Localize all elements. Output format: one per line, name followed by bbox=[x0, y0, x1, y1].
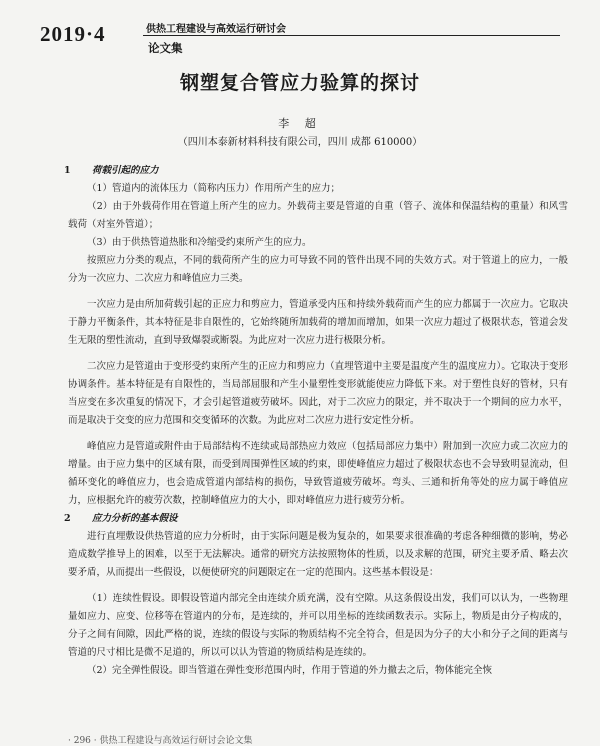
paper-title: 钢塑复合管应力验算的探讨 bbox=[179, 72, 420, 94]
paragraph: （2）完全弹性假设。即当管道在弹性变形范围内时，作用于管道的外力撤去之后，物体能完全恢 bbox=[87, 665, 493, 676]
paper-body bbox=[64, 162, 568, 680]
conference-name: 供热工程建设与高效运行研讨会 bbox=[146, 24, 286, 35]
page-footer: · 296 · 供热工程建设与高效运行研讨会论文集 bbox=[68, 736, 253, 746]
paragraph: 一次应力是由所加荷载引起的正应力和剪应力，管道承受内压和持续外载荷而产生的应力都属于一次应力。它取决于静力平衡条件，其本特征是非自限性的，它始终随所加载荷的增加而增加，如果一次应力超过了极限状态，管道会发生无限的塑性流动，直到导致爆裂或断裂。为此应对一次应力进行极限分析。 bbox=[68, 299, 568, 346]
paragraph: （2）由于外载荷作用在管道上所产生的应力。外载荷主要是管道的自重（管子、流体和保温结构的重量）和风雪载荷（对室外管道）； bbox=[68, 201, 568, 230]
affiliation: （四川本泰新材料科技有限公司，四川 成都 610000） bbox=[177, 137, 423, 148]
paragraph: 进行直埋敷设供热管道的应力分析时，由于实际问题是极为复杂的，如果要求很准确的考虑各种细微的影响，势必造成数学推导上的困难，以至于无法解决。通常的研究方法按照物体的性质，以及求解的范围，研究主要矛盾、略去次要矛盾，从而提出一些假设，以便使研究的问题限定在一定的范围内。这些基本假设是： bbox=[68, 531, 568, 578]
header-rule bbox=[143, 35, 560, 36]
paragraph: （1）管道内的流体压力（简称内压力）作用所产生的应力； bbox=[87, 183, 341, 194]
collection-label: 论文集 bbox=[148, 41, 183, 55]
paragraph: （3）由于供热管道热胀和冷缩受约束所产生的应力。 bbox=[87, 237, 312, 248]
paragraph: 峰值应力是管道或附件由于局部结构不连续或局部热应力效应（包括局部应力集中）附加到一次应力或二次应力的增量。由于应力集中的区域有限，而受到周围弹性区域的约束，即使峰值应力超过了极限状态也不会导致明显流动，但循环变化的峰值应力，也会造成管道内部结构的损伤，导致管道疲劳破坏。弯头、三通和折角等处的应力属于峰值应力，应根据允许的疲劳次数，控制峰值应力的大小，即对峰值应力进行疲劳分析。 bbox=[68, 441, 568, 506]
section-number: 2 bbox=[64, 513, 71, 524]
paragraph: （1）连续性假设。即假设管道内部完全由连续介质充满，没有空隙。从这条假设出发，我们可以认为，一些物理量如应力、应变、位移等在管道内的分布，是连续的，并可以用坐标的连续函数表示。实际上，物质是由分子构成的，分子之间有间隙，因此严格的说，连续的假设与实际的物质结构不完全符合，但是因为分子的大小和分子之间的距离与管道的尺寸相比是微不足道的，所以可以认为管道的物质结构是连续的。 bbox=[68, 593, 568, 658]
section-title: 荷载引起的应力 bbox=[92, 165, 159, 176]
section-title: 应力分析的基本假设 bbox=[92, 513, 178, 524]
section-heading bbox=[64, 510, 568, 528]
paragraph: 按照应力分类的观点，不同的载荷所产生的应力可导致不同的管件出现不同的失效方式。对于管道上的应力，一般分为一次应力、二次应力和峰值应力三类。 bbox=[68, 255, 568, 284]
section-number: 1 bbox=[64, 165, 71, 176]
paragraph: 二次应力是管道由于变形受约束所产生的正应力和剪应力（直埋管道中主要是温度产生的温度应力）。它取决于变形协调条件。基本特征是有自限性的，当局部屈服和产生小量塑性变形就能使应力降低下来。对于塑性良好的管材，只有当应变在多次重复的情况下，才会引起管道疲劳破坏。因此，对于二次应力的限定，并不取决于一个期间的应力水平，而是取决于交变的应力范围和交变循环的次数。为此应对二次应力进行安定性分析。 bbox=[68, 361, 568, 426]
author: 李 超 bbox=[278, 117, 322, 130]
issue-date: 2019·4 bbox=[40, 22, 106, 46]
section-heading bbox=[64, 162, 568, 180]
